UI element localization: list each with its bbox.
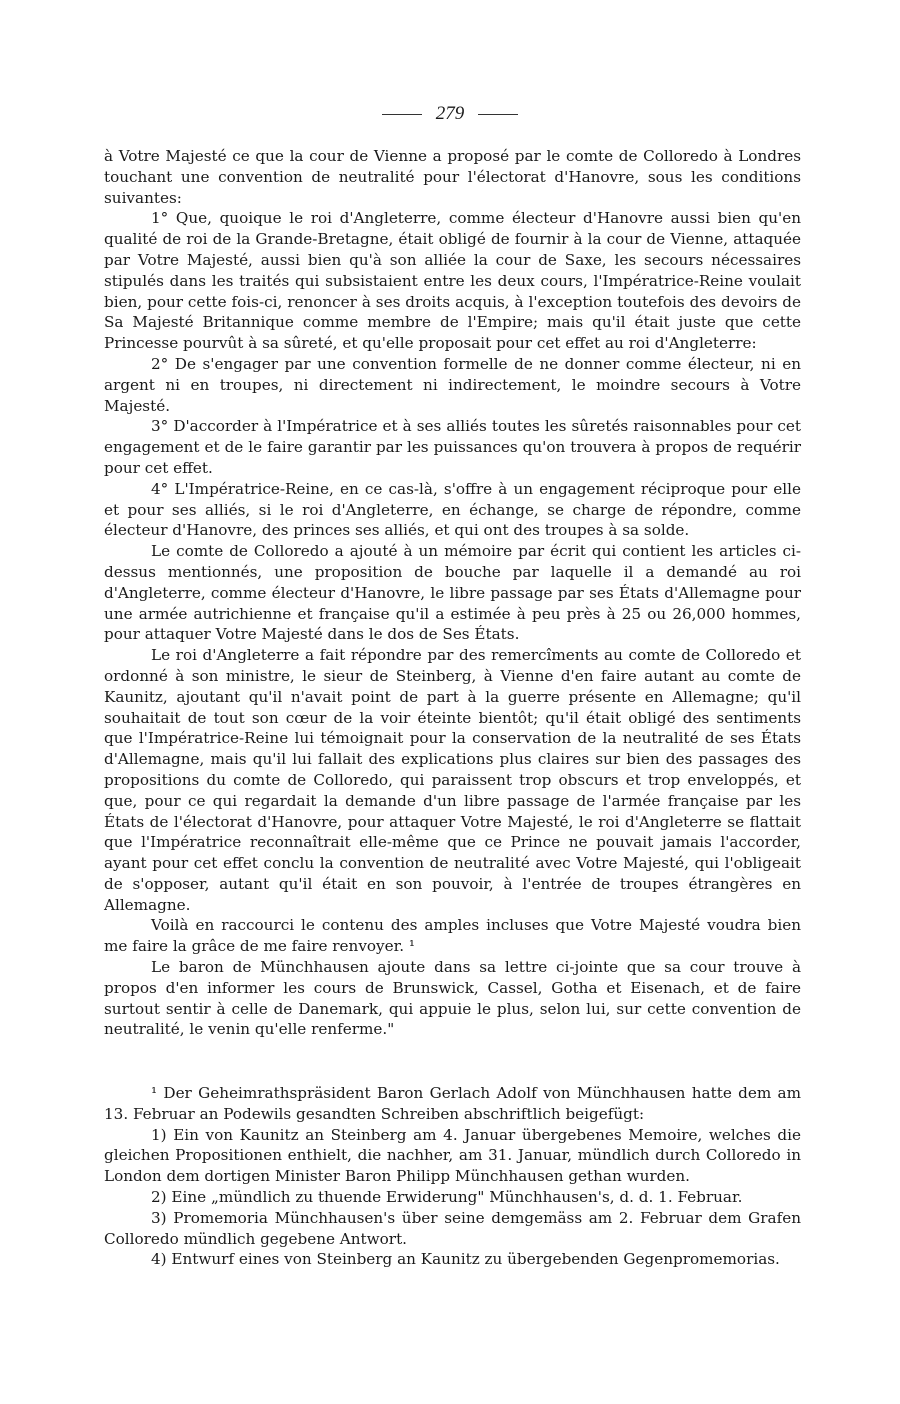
page-number bbox=[0, 103, 900, 125]
footnote: 1) Ein von Kaunitz an Steinberg am 4. Januar übergebenes Memoire, welches die gleichen Propositionen enthielt, die nachher, am 31. Januar, mündlich durch Colloredo in London dem dortigen Minister Baron Philipp Münchhausen gethan wurden. bbox=[104, 1125, 801, 1186]
footnote: 4) Entwurf eines von Steinberg an Kaunitz zu übergebenden Gegenpromemorias. bbox=[151, 1250, 780, 1269]
paragraph: Le roi d'Angleterre a fait répondre par des remercîments au comte de Colloredo et ordonné à son ministre, le sieur de Steinberg, à Vienne d'en faire autant au comte de Kaunitz, ajoutant qu'il n'avait point de part à la guerre présente en Allemagne; qu'il souhaitait de tout son cœur de la voir éteinte bientôt; qu'il était obligé des sentiments que l'Impératrice-Reine lui témoignait pour la conservation de la neutralité de ses États d'Allemagne, mais qu'il lui fallait des explications plus claires sur bien des passages des propositions du comte de Colloredo, qui paraissent trop obscurs et trop enveloppés, et que, pour ce qui regardait la demande d'un libre passage de l'armée française par les États de l'électorat d'Hanovre, pour attaquer Votre Majesté, le roi d'Angleterre se flattait que l'Impératrice reconnaîtrait elle-même que ce Prince ne pouvait jamais l'accorder, ayant pour cet effet conclu la convention de neutralité avec Votre Majesté, qui l'obligeait de s'opposer, autant qu'il était en son pouvoir, à l'entrée de troupes étrangères en Allemagne. bbox=[104, 646, 801, 914]
paragraph: Le comte de Colloredo a ajouté à un mémoire par écrit qui contient les articles ci-dessus mentionnés, une proposition de bouche par laquelle il a demandé au roi d'Angleterre, comme électeur d'Hanovre, le libre passage par ses États d'Allemagne pour une armée autrichienne et française qu'il a estimée à peu près à 25 ou 26,000 hommes, pour attaquer Votre Majesté dans le dos de Ses États. bbox=[104, 542, 801, 644]
paragraph: 1° Que, quoique le roi d'Angleterre, comme électeur d'Hanovre aussi bien qu'en qualité de roi de la Grande-Bretagne, était obligé de fournir à la cour de Vienne, attaquée par Votre Majesté, aussi bien qu'à son alliée la cour de Saxe, les secours nécessaires stipulés dans les traités qui subsistaient entre les deux cours, l'Impératrice-Reine voulait bien, pour cette fois-ci, renoncer à ses droits acquis, à l'exception toutefois des devoirs de Sa Majesté Britannique comme membre de l'Empire; mais qu'il était juste que cette Princesse pourvût à sa sûreté, et qu'elle proposait pour cet effet au roi d'Angleterre: bbox=[104, 209, 801, 353]
footnote: ¹ Der Geheimrathspräsident Baron Gerlach Adolf von Münchhausen hatte dem am 13. Februar an Podewils gesandten Schreiben abschriftlich beigefügt: bbox=[104, 1084, 801, 1123]
paragraph: Voilà en raccourci le contenu des amples incluses que Votre Majesté voudra bien me faire la grâce de me faire renvoyer. ¹ bbox=[104, 916, 801, 956]
footnote: 3) Promemoria Münchhausen's über seine demgemäss am 2. Februar dem Grafen Colloredo mündlich gegebene Antwort. bbox=[104, 1208, 801, 1248]
footnotes bbox=[104, 1083, 801, 1270]
page-number-dash-left bbox=[382, 114, 422, 115]
body-text bbox=[104, 146, 801, 1040]
page-number-value: 279 bbox=[435, 103, 465, 124]
paragraph: 3° D'accorder à l'Impératrice et à ses alliés toutes les sûretés raisonnables pour cet engagement et de le faire garantir par les puissances qu'on trouvera à propos de requérir pour cet effet. bbox=[104, 417, 801, 477]
paragraph: à Votre Majesté ce que la cour de Vienne a proposé par le comte de Colloredo à Londres touchant une convention de neutralité pour l'électorat d'Hanovre, sous les conditions suivantes: bbox=[104, 147, 801, 207]
paragraph: 2° De s'engager par une convention formelle de ne donner comme électeur, ni en argent ni en troupes, ni directement ni indirectement, le moindre secours à Votre Majesté. bbox=[104, 354, 801, 415]
paragraph: 4° L'Impératrice-Reine, en ce cas-là, s'offre à un engagement réciproque pour elle et pour ses alliés, si le roi d'Angleterre, en échange, se charge de répondre, comme électeur d'Hanovre, des princes ses alliés, et qui ont des troupes à sa solde. bbox=[104, 479, 801, 540]
paragraph: Le baron de Münchhausen ajoute dans sa lettre ci-jointe que sa cour trouve à propos d'en informer les cours de Brunswick, Cassel, Gotha et Eisenach, et de faire surtout sentir à celle de Danemark, qui appuie le plus, selon lui, sur cette convention de neutralité, le venin qu'elle renferme." bbox=[104, 958, 801, 1039]
page-number-dash-right bbox=[478, 114, 518, 115]
footnote: 2) Eine „mündlich zu thuende Erwiderung" Münchhausen's, d. d. 1. Februar. bbox=[151, 1187, 743, 1206]
